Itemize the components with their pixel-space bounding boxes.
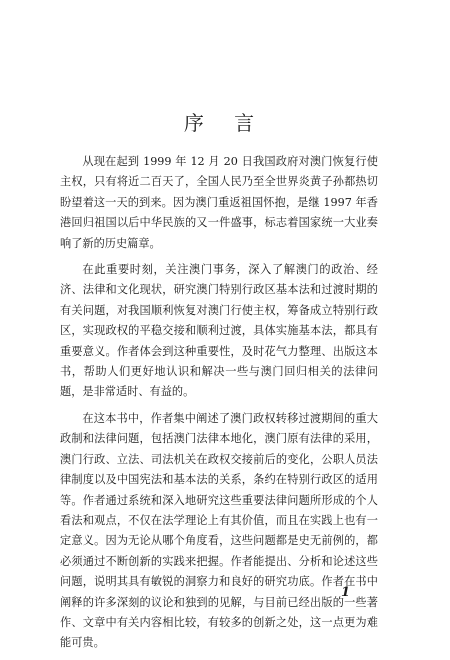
page-number: 1: [341, 585, 351, 600]
paragraph-2: 在此重要时刻，关注澳门事务，深入了解澳门的政治、经济、法律和文化现状，研究澳门特别行政区基本法和过渡时期的有关问题，对我国顺利恢复对澳门行使主权，筹备成立特别行政区，实现政权的平稳交接和顺利过渡，具体实施基本法，都具有重要意义。作者体会到这种重要性，及时花气力整理、出版这本书，帮助人们更好地认识和解决一些与澳门回归相关的法律问题，是非常适时、有益的。: [60, 263, 378, 399]
page-title: 序 言: [183, 111, 267, 136]
preface-body: [60, 152, 378, 660]
paragraph-3: 在这本书中，作者集中阐述了澳门政权转移过渡期间的重大政制和法律问题，包括澳门法律本地化，澳门原有法律的采用，澳门行政、立法、司法机关在政权交接前后的变化，公职人员法律制度以及中国宪法和基本法的关系，条约在特别行政区的适用等。作者通过系统和深入地研究这些重要法律问题所形成的个人看法和观点，不仅在法学理论上有其价值，而且在实践上也有一定意义。因为无论从哪个角度看，这些问题都是史无前例的，都必须通过不断创新的实践来把握。作者能提出、分析和论述这些问题，说明其具有敏锐的洞察力和良好的研究功底。作者在书中阐释的许多深刻的议论和独到的见解，与目前已经出版的一些著作、文章中有关内容相比较，有较多的创新之处，这一点更为难能可贵。: [60, 411, 378, 650]
paragraph-1: 从现在起到 1999 年 12 月 20 日我国政府对澳门恢复行使主权，只有将近二百天了，全国人民乃至全世界炎黄子孙都热切盼望着这一天的到来。因为澳门重返祖国怀抱，是继 1997 年香港回归祖国以后中华民族的又一件盛事，标志着国家统一大业奏响了新的历史篇章。: [60, 155, 378, 250]
